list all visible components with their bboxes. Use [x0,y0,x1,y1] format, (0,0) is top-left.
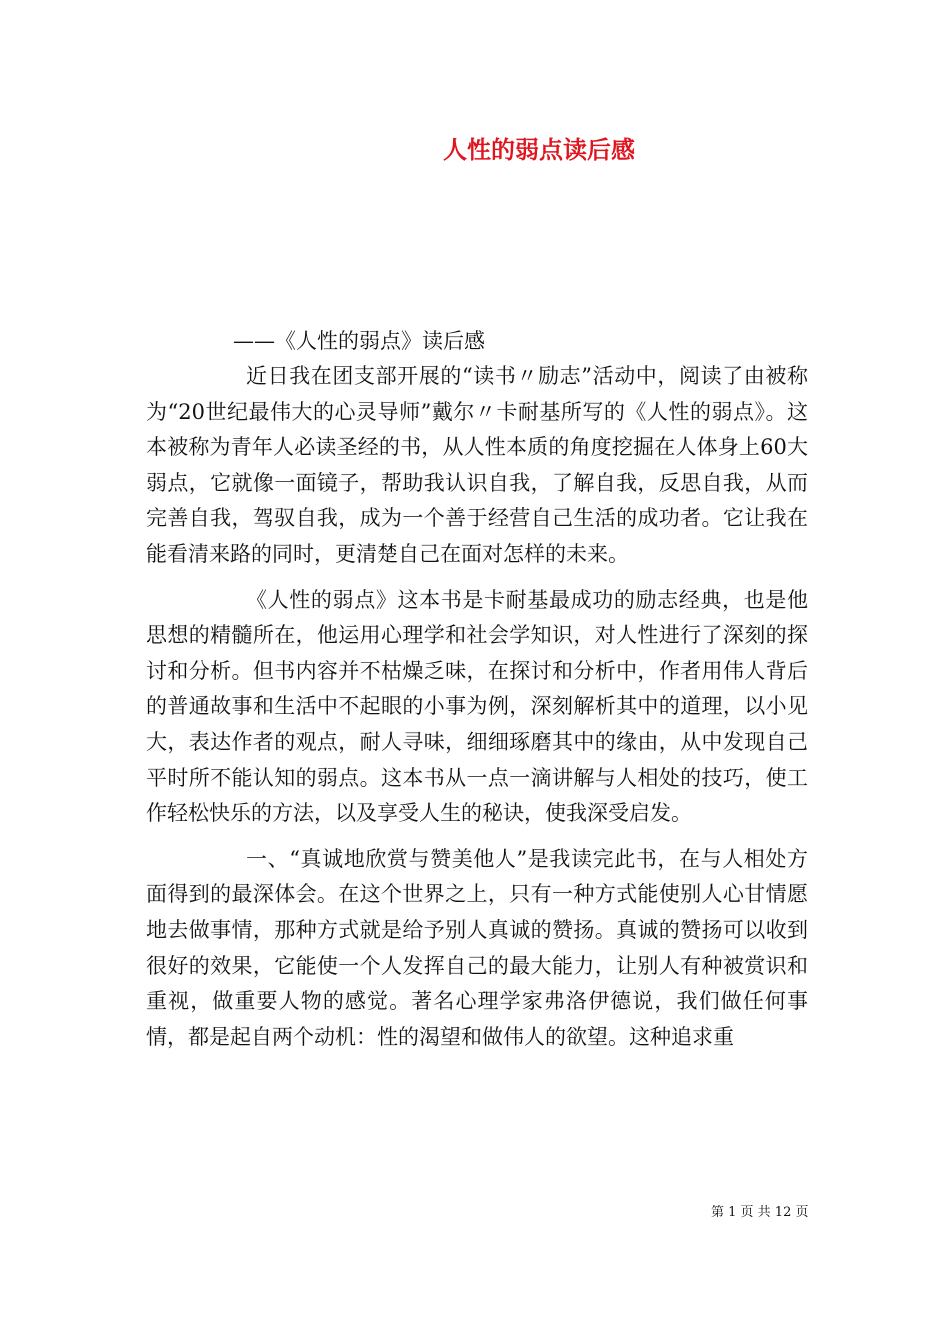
paragraph-3: 一、“真诚地欣赏与赞美他人”是我读完此书，在与人相处方面得到的最深体会。在这个世界之上，只有一种方式能使别人心甘情愿地去做事情，那种方式就是给予别人真诚的赞扬。真诚的赞扬可以收到很好的效果，它能使一个人发挥自己的最大能力，让别人有种被赏识和重视，做重要人物的感觉。著名心理学家弗洛伊德说，我们做任何事情，都是起自两个动机：性的渴望和做伟人的欲望。这种追求重 [146,846,808,1049]
page-number-footer: 第 1 页 共 12 页 [711,1205,809,1220]
document-subtitle: ——《人性的弱点》读后感 [233,329,485,353]
document-title: 人性的弱点读后感 [443,135,635,164]
paragraph-1: 近日我在团支部开展的“读书〃励志”活动中，阅读了由被称为“20世纪最伟大的心灵导师”戴尔〃卡耐基所写的《人性的弱点》。这本被称为青年人必读圣经的书，从人性本质的角度挖掘在人体身上60大弱点，它就像一面镜子，帮助我认识自我，了解自我，反思自我，从而完善自我，驾驭自我，成为一个善于经营自己生活的成功者。它让我在能看清来路的同时，更清楚自己在面对怎样的未来。 [146,364,808,566]
document-body [146,359,808,1065]
paragraph-2: 《人性的弱点》这本书是卡耐基最成功的励志经典，也是他思想的精髓所在，他运用心理学和社会学知识，对人性进行了深刻的探讨和分析。但书内容并不枯燥乏味，在探讨和分析中，作者用伟人背后的普通故事和生活中不起眼的小事为例，深刻解析其中的道理，以小见大，表达作者的观点，耐人寻味，细细琢磨其中的缘由，从中发现自己平时所不能认知的弱点。这本书从一点一滴讲解与人相处的技巧，使工作轻松快乐的方法，以及享受人生的秘诀，使我深受启发。 [146,587,808,826]
